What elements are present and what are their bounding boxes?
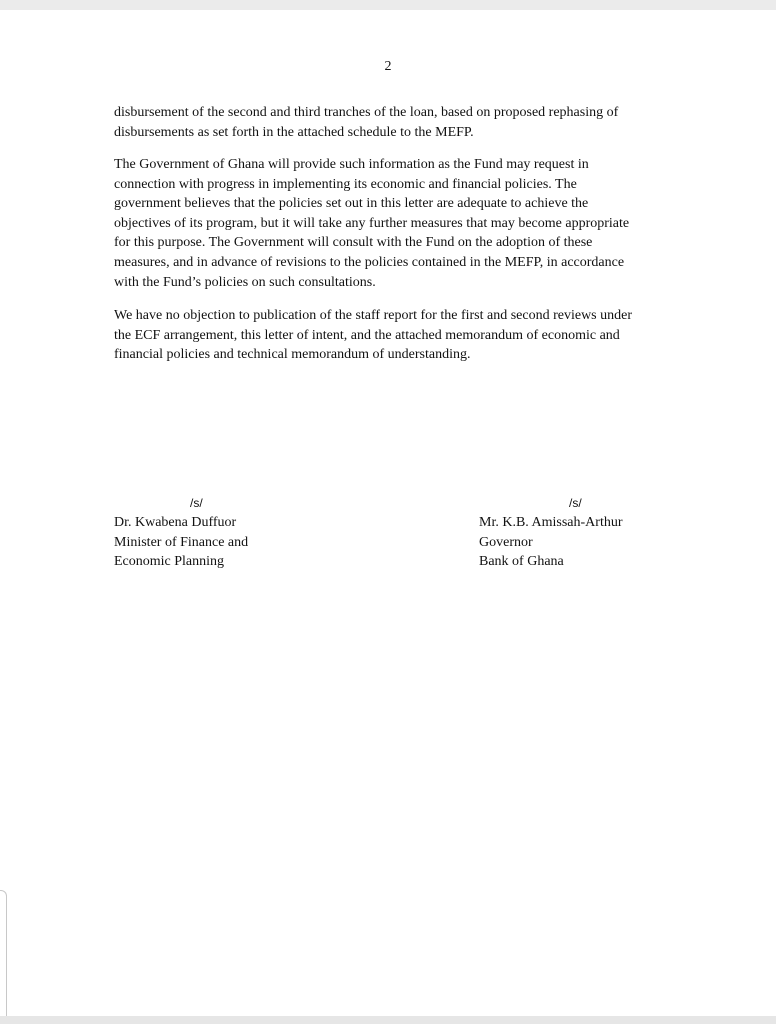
paragraph-line: government believes that the policies set out in this letter are adequate to achieve the bbox=[114, 196, 589, 212]
signatory-title: Minister of Finance and bbox=[114, 534, 249, 550]
paragraph-line: The Government of Ghana will provide such information as the Fund may request in bbox=[114, 157, 589, 172]
bottom-scroll-bar[interactable] bbox=[0, 1016, 776, 1024]
signature-block-minister bbox=[114, 494, 248, 572]
paragraph-line: financial policies and technical memorandum of understanding. bbox=[114, 347, 471, 363]
side-pull-tab[interactable] bbox=[0, 890, 7, 1024]
signatory-title: Bank of Ghana bbox=[479, 554, 564, 570]
signature-mark: /s/ bbox=[190, 496, 203, 510]
signature-mark: /s/ bbox=[569, 496, 582, 510]
paragraph-line: with the Fund’s policies on such consultations. bbox=[114, 274, 376, 290]
paragraph-line: connection with progress in implementing its economic and financial policies. The bbox=[114, 176, 577, 192]
signatory-title: Governor bbox=[479, 534, 533, 550]
paragraph-publication bbox=[114, 306, 632, 365]
paragraph-line: disbursement of the second and third tranches of the loan, based on proposed rephasing of bbox=[114, 105, 619, 120]
signatory-name: Dr. Kwabena Duffuor bbox=[114, 515, 237, 530]
paragraph-line: disbursements as set forth in the attached schedule to the MEFP. bbox=[114, 124, 474, 140]
paragraph-line: the ECF arrangement, this letter of intent, and the attached memorandum of economic and bbox=[114, 327, 620, 343]
paragraph-information bbox=[114, 155, 629, 292]
signatory-title: Economic Planning bbox=[114, 554, 225, 570]
signatory-name: Mr. K.B. Amissah-Arthur bbox=[479, 515, 623, 530]
paragraph-line: measures, and in advance of revisions to the policies contained in the MEFP, in accordance bbox=[114, 254, 625, 270]
paragraph-line: We have no objection to publication of the staff report for the first and second reviews under bbox=[114, 308, 633, 323]
paragraph-line: for this purpose. The Government will consult with the Fund on the adoption of these bbox=[114, 235, 593, 251]
page-number: 2 bbox=[384, 59, 392, 74]
paragraph-line: objectives of its program, but it will take any further measures that may become appropriate bbox=[114, 215, 630, 231]
paragraph-rephasing bbox=[114, 103, 618, 142]
signature-block-governor bbox=[479, 494, 623, 572]
document-page bbox=[0, 10, 776, 1016]
